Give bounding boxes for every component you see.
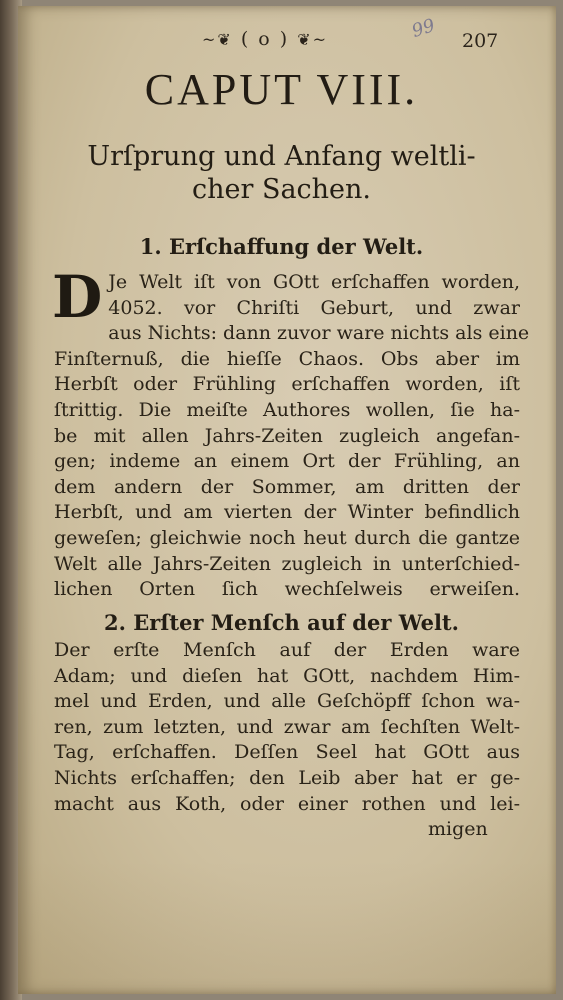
text-line: 4052. vor Chriſti Geburt, und zwar bbox=[108, 296, 520, 319]
chapter-title bbox=[0, 140, 563, 206]
text-line: Herbſt oder Frühling erſchaffen worden, iſt bbox=[54, 373, 520, 396]
text-line: dem andern der Sommer, am dritten der bbox=[54, 475, 520, 498]
text-line: aus Nichts: dann zuvor ware nichts als eine bbox=[108, 322, 530, 345]
text-line: Herbſt, und am vierten der Winter befindlich bbox=[54, 501, 520, 524]
running-head bbox=[150, 28, 380, 50]
ornament-right-icon: ❦~ bbox=[297, 30, 329, 49]
catchword: migen bbox=[428, 818, 488, 840]
section-body-1 bbox=[52, 263, 530, 603]
section-body-2 bbox=[54, 638, 520, 817]
drop-capital: D bbox=[52, 263, 103, 331]
section-heading-1: 1. Erſchaffung der Welt. bbox=[139, 234, 424, 259]
chapter-title-line: Urſprung und Anfang weltli- bbox=[87, 141, 476, 172]
text-line: Adam; und dieſen hat GOtt, nachdem Him- bbox=[54, 664, 520, 687]
text-line: ſtrittig. Die meiſte Authores wollen, ſie ha- bbox=[54, 398, 520, 421]
page-number: 207 bbox=[462, 30, 499, 52]
text-line: mel und Erden, und alle Geſchöpff ſchon wa- bbox=[54, 690, 520, 713]
text-line: Nichts erſchaffen; den Leib aber hat er ge- bbox=[54, 766, 520, 789]
text-line: Je Welt iſt von GOtt erſchaffen worden, bbox=[108, 271, 520, 293]
running-head-text: ( o ) bbox=[240, 28, 290, 50]
chapter-title-line: cher Sachen. bbox=[191, 174, 372, 205]
text-line: geweſen; gleichwie noch heut durch die gantze bbox=[54, 526, 520, 549]
text-line: macht aus Koth, oder einer rothen und lei- bbox=[54, 792, 520, 815]
manuscript-annotation: 99 bbox=[409, 14, 438, 43]
text-line: Der erſte Menſch auf der Erden ware bbox=[54, 639, 520, 661]
section-heading-2: 2. Erſter Menſch auf der Welt. bbox=[104, 610, 459, 635]
text-line: lichen Orten ſich wechſelweis erweiſen. bbox=[54, 578, 520, 601]
ornament-left-icon: ~❦ bbox=[201, 30, 233, 49]
text-line: ren, zum letzten, und zwar am ſechſten Welt- bbox=[54, 715, 520, 738]
text-line: Tag, erſchaffen. Deſſen Seel hat GOtt aus bbox=[54, 741, 520, 764]
text-line: be mit allen Jahrs-Zeiten zugleich angefan- bbox=[54, 424, 520, 447]
text-line: Finſternuß, die hieſſe Chaos. Obs aber im bbox=[54, 347, 520, 370]
text-line: Welt alle Jahrs-Zeiten zugleich in unterſchied- bbox=[54, 552, 520, 575]
text-line: gen; indeme an einem Ort der Frühling, an bbox=[54, 450, 520, 473]
chapter-label: CAPUT VIII. bbox=[144, 65, 419, 114]
